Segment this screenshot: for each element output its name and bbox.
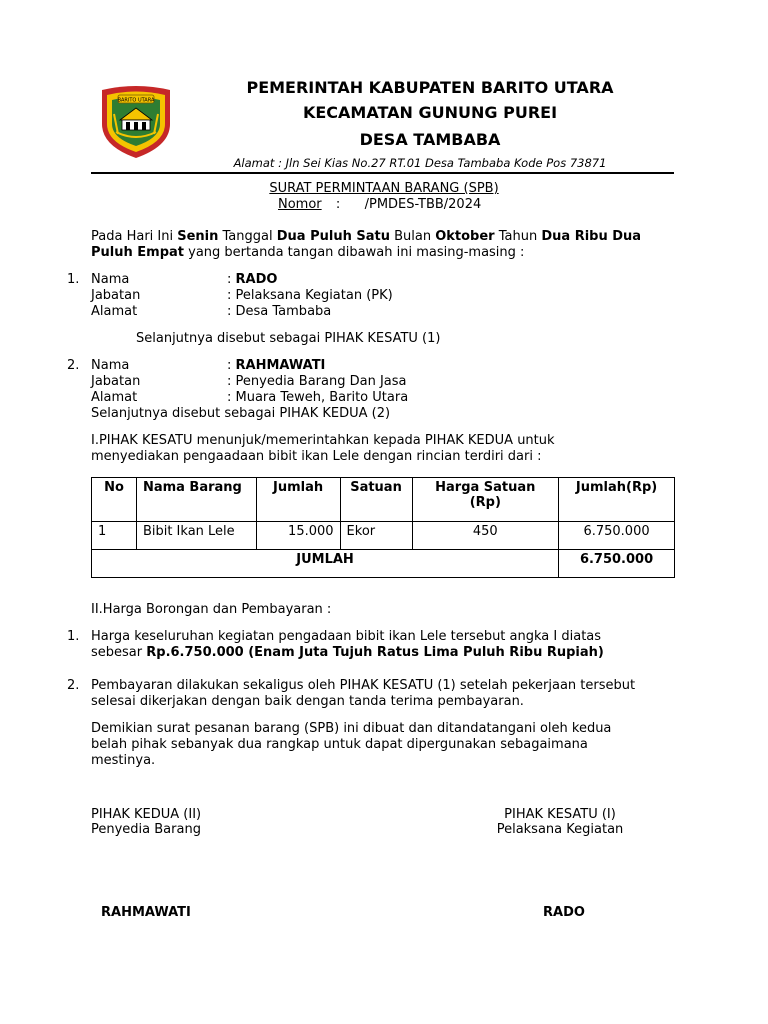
- total-label: JUMLAH: [92, 550, 559, 578]
- party1-name: [227, 272, 277, 287]
- party1-name-label: Nama: [91, 272, 130, 287]
- section1-text: I.PIHAK KESATU menunjuk/memerintahkan kepada PIHAK KEDUA untuk menyediakan pengaadaan bibit ikan Lele dengan rincian terdiri dari :: [91, 433, 555, 464]
- nomor-separator: :: [335, 197, 341, 212]
- intro-text: Tanggal: [218, 229, 277, 244]
- col-header-qty: Jumlah: [256, 478, 340, 522]
- col-header-total: Jumlah(Rp): [559, 478, 675, 522]
- document-title-text: SURAT PERMINTAAN BARANG (SPB): [269, 181, 499, 196]
- party2-name-prefix: :: [227, 358, 236, 373]
- document-number: [278, 197, 481, 212]
- intro-year: Dua Ribu Dua Puluh Empat: [91, 229, 642, 260]
- document-title: [0, 181, 768, 196]
- section2-item1-number: 1.: [67, 629, 80, 644]
- party1-position: : Pelaksana Kegiatan (PK): [227, 288, 393, 303]
- intro-text: Bulan: [389, 229, 436, 244]
- party2-position: : Penyedia Barang Dan Jasa: [227, 374, 407, 389]
- col-header-no: No: [92, 478, 137, 522]
- cell-item: Bibit Ikan Lele: [136, 522, 256, 550]
- section2-item1-amount: Rp.6.750.000 (Enam Juta Tujuh Ratus Lima Puluh Ribu Rupiah): [146, 645, 604, 660]
- cell-no: 1: [92, 522, 137, 550]
- table-header-row: [92, 478, 675, 522]
- section2-title: II.Harga Borongan dan Pembayaran :: [91, 602, 332, 617]
- col-header-item: Nama Barang: [136, 478, 256, 522]
- party1-name-prefix: :: [227, 272, 236, 287]
- cell-qty: 15.000: [256, 522, 340, 550]
- intro-text: Tahun: [494, 229, 542, 244]
- party1-address: : Desa Tambaba: [227, 304, 332, 319]
- header-address: Alamat : Jln Sei Kias No.27 RT.01 Desa Tambaba Kode Pos 73871: [233, 156, 607, 170]
- party1-address-label: Alamat: [91, 304, 138, 319]
- intro-paragraph: [91, 229, 671, 261]
- nomor-label: Nomor: [278, 197, 322, 212]
- intro-text: Pada Hari Ini: [91, 229, 178, 244]
- party2-name-value: RAHMAWATI: [235, 358, 326, 373]
- table-row: [92, 522, 675, 550]
- party2-name-label: Nama: [91, 358, 130, 373]
- table-total-row: [92, 550, 675, 578]
- header-district: KECAMATAN GUNUNG PUREI: [302, 103, 558, 122]
- cell-unit: Ekor: [340, 522, 412, 550]
- cell-price: 450: [412, 522, 559, 550]
- signature-left-title: PIHAK KEDUA (II): [91, 807, 202, 822]
- intro-date: Dua Puluh Satu: [276, 229, 390, 244]
- party1-position-label: Jabatan: [91, 288, 141, 303]
- party2-note: Selanjutnya disebut sebagai PIHAK KEDUA (2): [91, 406, 391, 421]
- party2-position-label: Jabatan: [91, 374, 141, 389]
- party2-number: 2.: [67, 358, 80, 373]
- intro-month: Oktober: [435, 229, 495, 244]
- section2-item1: [91, 629, 651, 661]
- total-value: 6.750.000: [559, 550, 675, 578]
- party2-name: [227, 358, 325, 373]
- party1-number: 1.: [67, 272, 80, 287]
- party2-address: : Muara Teweh, Barito Utara: [227, 390, 409, 405]
- section2-item2-number: 2.: [67, 678, 80, 693]
- logo-banner-text: BARITO UTARA: [117, 97, 155, 104]
- intro-day: Senin: [177, 229, 219, 244]
- items-table: [91, 477, 675, 578]
- closing-paragraph: Demikian surat pesanan barang (SPB) ini dibuat dan ditandatangani oleh kedua belah pihak sebanyak dua rangkap untuk dapat dipergunakan sebagaimana mestinya.: [91, 721, 612, 768]
- intro-text: yang bertanda tangan dibawah ini masing-masing :: [184, 245, 525, 260]
- header-village: DESA TAMBABA: [359, 130, 501, 149]
- col-header-unit: Satuan: [340, 478, 412, 522]
- section2-item2-text: Pembayaran dilakukan sekaligus oleh PIHAK KESATU (1) setelah pekerjaan tersebut selesai dikerjakan dengan baik dengan tanda terima pembayaran.: [91, 678, 636, 709]
- cell-total: 6.750.000: [559, 522, 675, 550]
- party1-name-value: RADO: [235, 272, 278, 287]
- signature-left-role: Penyedia Barang: [91, 822, 201, 837]
- section2-item1-text: Harga keseluruhan kegiatan pengadaan bibit ikan Lele tersebut angka I diatas sebesar: [91, 629, 602, 660]
- signature-right-name: RADO: [543, 905, 585, 920]
- party1-note: Selanjutnya disebut sebagai PIHAK KESATU (1): [136, 331, 441, 346]
- header-government: PEMERINTAH KABUPATEN BARITO UTARA: [246, 78, 614, 97]
- nomor-value: /PMDES-TBB/2024: [364, 197, 482, 212]
- signature-right-title: PIHAK KESATU (I): [504, 807, 616, 822]
- regency-emblem-logo: [96, 84, 176, 160]
- signature-left-name: RAHMAWATI: [101, 905, 191, 920]
- col-header-price: Harga Satuan (Rp): [412, 478, 559, 522]
- signature-right-role: Pelaksana Kegiatan: [496, 822, 624, 837]
- header-divider: [91, 172, 674, 174]
- party2-address-label: Alamat: [91, 390, 138, 405]
